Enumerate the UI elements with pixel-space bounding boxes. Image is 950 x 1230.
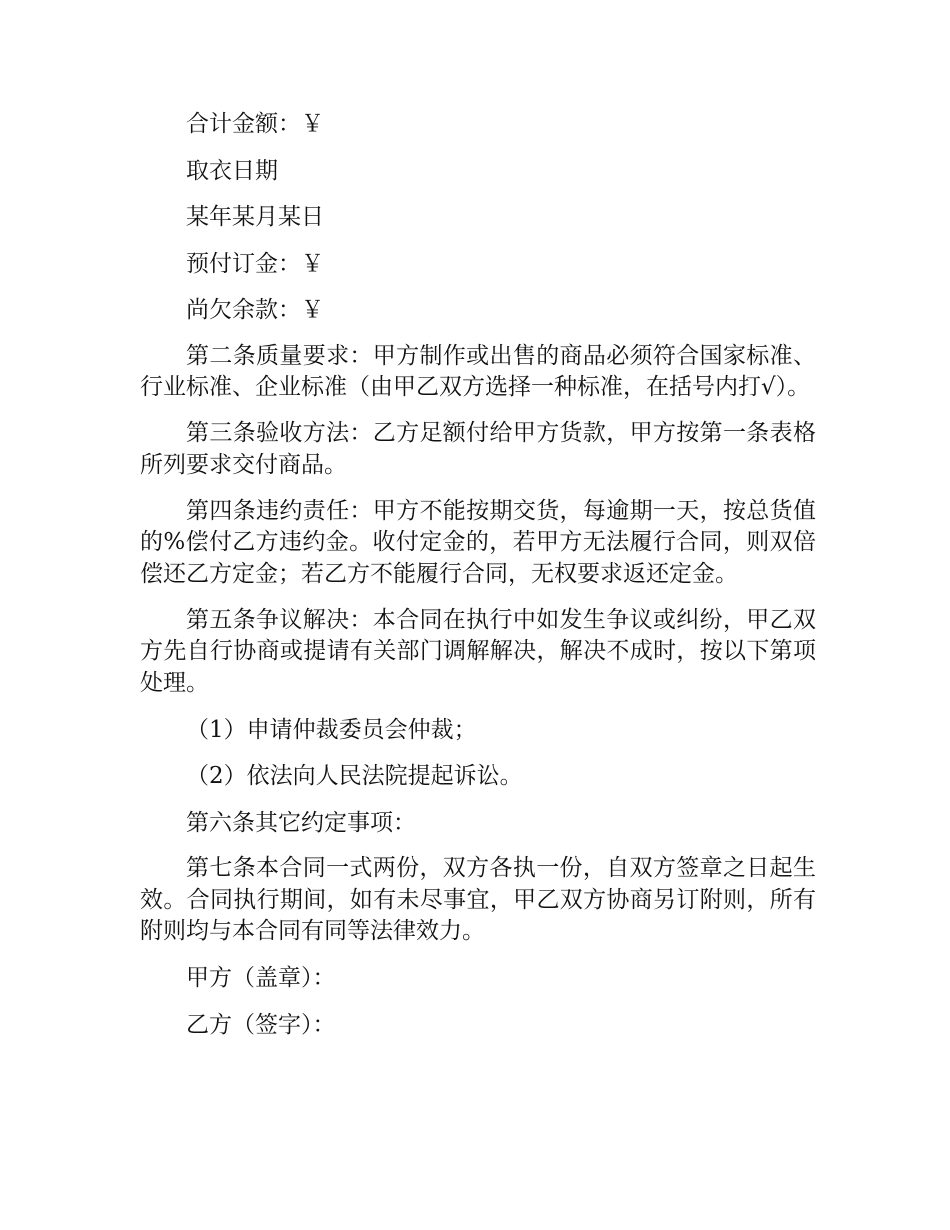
balance-due-line: 尚欠余款：￥ (186, 297, 324, 323)
article-3-acceptance: 第三条验收方法：乙方足额付给甲方货款，甲方按第一条表格所列要求交付商品。 (140, 420, 816, 478)
dispute-option-2: （2）依法向人民法院提起诉讼。 (186, 763, 523, 789)
dispute-option-1: （1）申请仲裁委员会仲裁； (186, 716, 477, 743)
article-7-effect: 第七条本合同一式两份，双方各执一份，自双方签章之日起生效。合同执行期间，如有未尽事宜，甲乙双方协商另订附则，所有附则均与本合同有同等法律效力。 (140, 855, 816, 944)
article-5-dispute: 第五条争议解决：本合同在执行中如发生争议或纠纷，甲乙双方先自行协商或提请有关部门调解解决，解决不成时，按以下第项处理。 (140, 606, 816, 696)
pickup-date-label: 取衣日期 (186, 157, 278, 184)
total-amount-line: 合计金额：￥ (186, 111, 324, 137)
article-6-other: 第六条其它约定事项： (186, 809, 416, 836)
party-b-signature: 乙方（签字）： (186, 1011, 336, 1038)
deposit-line: 预付订金：￥ (186, 250, 324, 277)
article-2-quality: 第二条质量要求：甲方制作或出售的商品必须符合国家标准、行业标准、企业标准（由甲乙双方选择一种标准，在括号内打√）。 (140, 342, 816, 400)
party-a-signature: 甲方（盖章）： (186, 965, 336, 991)
article-4-liability: 第四条违约责任：甲方不能按期交货，每逾期一天，按总货值的%偿付乙方违约金。收付定金的，若甲方无法履行合同，则双倍偿还乙方定金；若乙方不能履行合同，无权要求返还定金。 (140, 497, 816, 587)
document-body (140, 108, 816, 1055)
pickup-date-value: 某年某月某日 (186, 204, 324, 230)
